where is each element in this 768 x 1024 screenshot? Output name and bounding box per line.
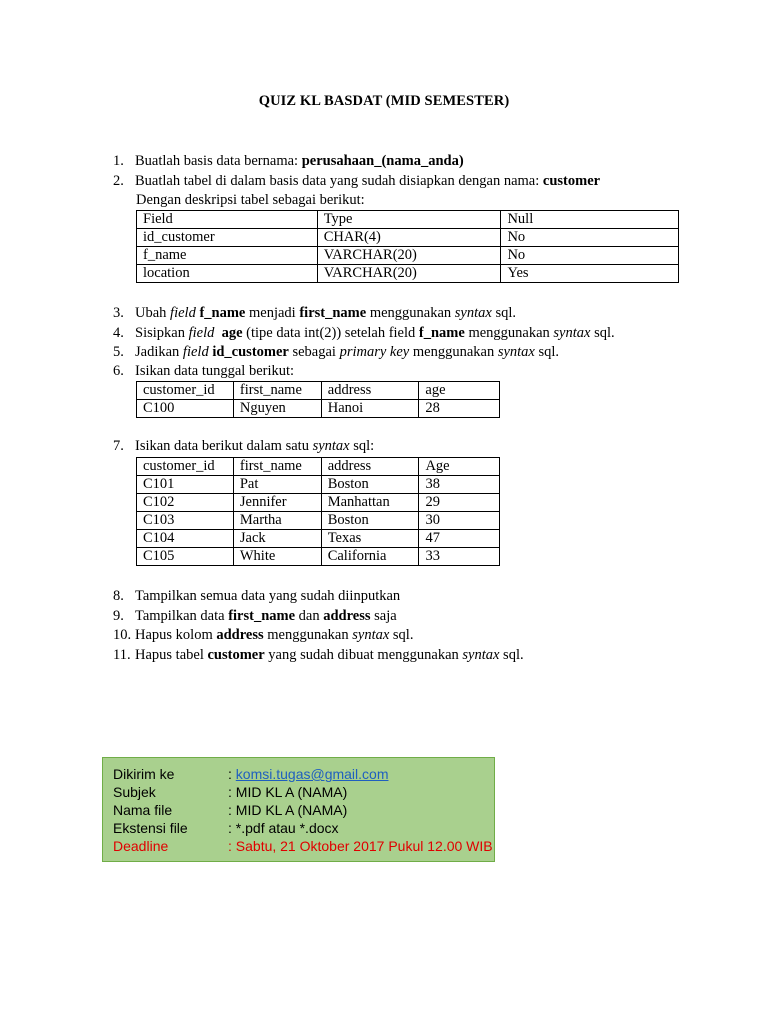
question-6 [113, 362, 294, 380]
question-11 [113, 646, 524, 664]
header-cell: customer_id [137, 382, 234, 400]
table-cell: California [321, 548, 419, 566]
text-segment: syntax [312, 438, 350, 454]
filename-value: : MID KL A (NAMA) [228, 802, 348, 818]
text-segment: first_name [299, 305, 367, 321]
text-segment: Hapus tabel [135, 647, 208, 663]
table-cell: 33 [419, 548, 500, 566]
header-cell: Field [137, 211, 318, 229]
table-header-row [137, 382, 500, 400]
question-number: 7. [113, 438, 124, 454]
text-segment: field [188, 325, 215, 341]
text-segment: primary key [339, 344, 410, 360]
table-cell: White [233, 548, 321, 566]
table-cell: Boston [321, 512, 419, 530]
text-segment: sql. [389, 627, 414, 643]
table-name: customer [542, 173, 601, 189]
table-cell: C103 [137, 512, 234, 530]
table-cell: 47 [419, 530, 500, 548]
table-row [137, 400, 500, 418]
question-number: 4. [113, 325, 124, 341]
text-segment: field [182, 344, 209, 360]
table-description-intro: Dengan deskripsi tabel sebagai berikut: [136, 192, 365, 208]
text-segment: Ubah [135, 305, 171, 321]
text-segment: Sisipkan [135, 325, 189, 341]
colon: : [228, 766, 236, 782]
table-cell: C104 [137, 530, 234, 548]
table-row [137, 512, 500, 530]
text-segment: dan [295, 608, 324, 624]
text-segment: sql. [590, 325, 615, 341]
header-cell: Age [419, 458, 500, 476]
table-cell: id_customer [137, 229, 318, 247]
question-1 [113, 152, 464, 170]
table-cell: Manhattan [321, 494, 419, 512]
table-header-row [137, 458, 500, 476]
extension-row [113, 819, 339, 837]
table-cell: Pat [233, 476, 321, 494]
table-cell: Jennifer [233, 494, 321, 512]
text-segment: age [221, 325, 243, 341]
text-segment: menggunakan [263, 627, 353, 643]
filename-label: Nama file [113, 802, 173, 818]
table-cell: C100 [137, 400, 234, 418]
text-segment: menggunakan [464, 325, 554, 341]
text-segment: f_name [199, 305, 246, 321]
table-cell: location [137, 265, 318, 283]
question-number: 11. [113, 647, 131, 663]
text-segment: sebagai [288, 344, 340, 360]
subject-label: Subjek [113, 784, 156, 800]
table-cell: 38 [419, 476, 500, 494]
extension-label: Ekstensi file [113, 820, 188, 836]
table-row [137, 476, 500, 494]
question-number: 2. [113, 173, 124, 189]
header-cell: address [321, 382, 419, 400]
submission-info-box [102, 757, 495, 862]
table-cell: 28 [419, 400, 500, 418]
deadline-row [113, 837, 493, 855]
text-segment: syntax [497, 344, 535, 360]
text-segment: first_name [228, 608, 296, 624]
table-cell: Nguyen [233, 400, 321, 418]
text-segment: (tipe data int(2)) setelah field [242, 325, 419, 341]
header-cell: customer_id [137, 458, 234, 476]
multi-data-table [136, 457, 500, 566]
text-segment: sql. [499, 647, 524, 663]
question-3 [113, 304, 516, 322]
question-10 [113, 626, 413, 644]
header-cell: age [419, 382, 500, 400]
question-text: Isikan data tunggal berikut: [135, 363, 295, 379]
question-number: 8. [113, 588, 124, 604]
text-segment: menjadi [245, 305, 300, 321]
question-text: Tampilkan semua data yang sudah diinputkan [135, 588, 401, 604]
extension-value: : *.pdf atau *.docx [228, 820, 339, 836]
text-segment: sql: [349, 438, 375, 454]
table-cell: Jack [233, 530, 321, 548]
text-segment: syntax [454, 305, 492, 321]
table-cell: C101 [137, 476, 234, 494]
document-title: QUIZ KL BASDAT (MID SEMESTER) [258, 93, 510, 109]
table-cell: Hanoi [321, 400, 419, 418]
question-number: 5. [113, 344, 124, 360]
table-cell: Texas [321, 530, 419, 548]
email-link[interactable]: komsi.tugas@gmail.com [235, 766, 389, 782]
table-row [137, 548, 500, 566]
table-header-row [137, 211, 679, 229]
table-row [137, 229, 679, 247]
question-number: 6. [113, 363, 124, 379]
text-segment: menggunakan [409, 344, 498, 360]
text-segment: field [170, 305, 196, 321]
text-segment: f_name [418, 325, 465, 341]
filename-row [113, 801, 347, 819]
database-name: perusahaan_(nama_anda) [301, 153, 464, 169]
table-row [137, 530, 500, 548]
table-cell: C102 [137, 494, 234, 512]
subject-value: : MID KL A (NAMA) [228, 784, 348, 800]
table-row [137, 247, 679, 265]
table-cell: Martha [233, 512, 321, 530]
header-cell: first_name [233, 382, 321, 400]
text-segment: syntax [553, 325, 591, 341]
table-row [137, 265, 679, 283]
question-number: 3. [113, 305, 124, 321]
text-segment: syntax [462, 647, 500, 663]
table-cell: f_name [137, 247, 318, 265]
subject-row [113, 783, 347, 801]
question-4 [113, 324, 615, 342]
table-cell: 30 [419, 512, 500, 530]
text-segment: sql. [534, 344, 560, 360]
table-cell: VARCHAR(20) [317, 247, 501, 265]
text-segment: saja [370, 608, 397, 624]
table-structure [136, 210, 679, 283]
text-segment: Isikan data berikut dalam satu [135, 438, 313, 454]
deadline-value: : Sabtu, 21 Oktober 2017 Pukul 12.00 WIB [228, 838, 493, 854]
table-cell: 29 [419, 494, 500, 512]
table-cell: No [501, 247, 679, 265]
text-segment: customer [207, 647, 265, 663]
single-data-table [136, 381, 500, 418]
text-segment: id_customer [212, 344, 289, 360]
question-7 [113, 437, 374, 455]
text-segment: Hapus kolom [135, 627, 217, 643]
table-cell: C105 [137, 548, 234, 566]
send-to-label: Dikirim ke [113, 766, 175, 782]
text-segment: Jadikan [135, 344, 183, 360]
table-cell: Boston [321, 476, 419, 494]
question-number: 9. [113, 608, 124, 624]
header-cell: Type [317, 211, 501, 229]
table-cell: VARCHAR(20) [317, 265, 501, 283]
text-segment: sql. [491, 305, 516, 321]
header-cell: Null [501, 211, 679, 229]
text-segment: address [323, 608, 371, 624]
table-cell: Yes [501, 265, 679, 283]
deadline-label: Deadline [113, 838, 169, 854]
send-to-row [113, 765, 388, 783]
question-number: 10. [113, 627, 132, 643]
text-segment: Tampilkan data [135, 608, 229, 624]
table-cell: No [501, 229, 679, 247]
question-5 [113, 343, 559, 361]
question-number: 1. [113, 153, 124, 169]
question-text: Buatlah basis data bernama: [135, 153, 302, 169]
header-cell: address [321, 458, 419, 476]
text-segment: syntax [352, 627, 390, 643]
question-8 [113, 587, 400, 605]
table-cell: CHAR(4) [317, 229, 501, 247]
header-cell: first_name [233, 458, 321, 476]
text-segment: menggunakan [366, 305, 455, 321]
question-2 [113, 172, 600, 190]
question-9 [113, 607, 397, 625]
table-row [137, 494, 500, 512]
text-segment: address [216, 627, 264, 643]
text-segment: yang sudah dibuat menggunakan [264, 647, 463, 663]
question-text: Buatlah tabel di dalam basis data yang sudah disiapkan dengan nama: [135, 173, 543, 189]
